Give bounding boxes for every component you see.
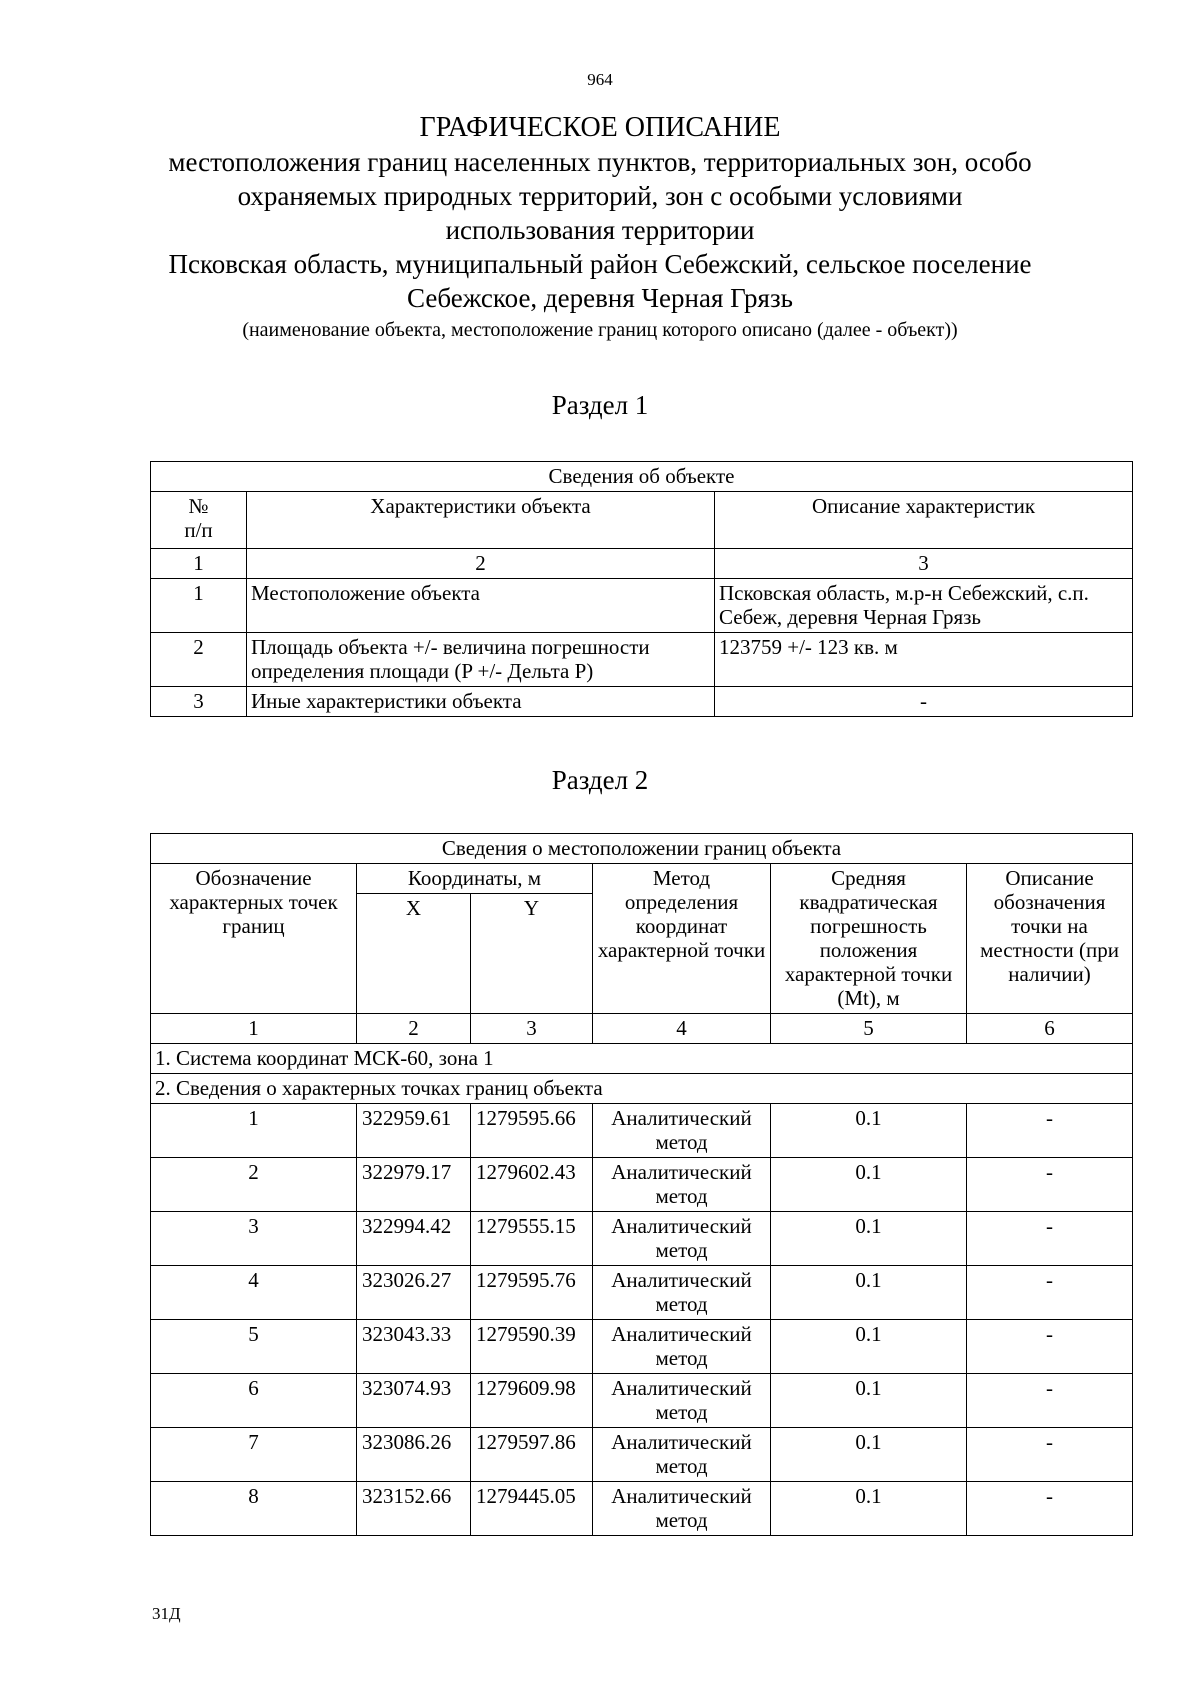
table-row bbox=[151, 1374, 1133, 1428]
column-number: 2 bbox=[357, 1014, 471, 1044]
point-number-cell: 5 bbox=[151, 1320, 357, 1374]
column-header-designation: Обозначение характерных точек границ bbox=[151, 864, 357, 1014]
coordinate-system-row: 1. Система координат МСК-60, зона 1 bbox=[151, 1044, 1133, 1074]
column-number: 5 bbox=[771, 1014, 967, 1044]
object-location-line: Себежское, деревня Черная Грязь bbox=[407, 283, 793, 313]
x-coordinate-cell: 323043.33 bbox=[357, 1320, 471, 1374]
boundary-points-table bbox=[150, 833, 1133, 1536]
column-number: 3 bbox=[471, 1014, 593, 1044]
points-body bbox=[151, 1104, 1133, 1536]
table-row bbox=[151, 1428, 1133, 1482]
description-cell: - bbox=[715, 687, 1133, 717]
object-location-line: Псковская область, муниципальный район Себежский, сельское поселение bbox=[168, 249, 1032, 279]
point-description-cell: - bbox=[967, 1212, 1133, 1266]
column-header-method: Метод определения координат характерной точки bbox=[593, 864, 771, 1014]
column-header-number: № п/п bbox=[151, 492, 247, 549]
subject-line: использования территории bbox=[445, 215, 755, 245]
table-row bbox=[151, 1482, 1133, 1536]
x-coordinate-cell: 323026.27 bbox=[357, 1266, 471, 1320]
column-header-x: X bbox=[357, 894, 471, 1014]
table-row bbox=[151, 1104, 1133, 1158]
point-description-cell: - bbox=[967, 1320, 1133, 1374]
column-number: 6 bbox=[967, 1014, 1133, 1044]
point-number-cell: 1 bbox=[151, 1104, 357, 1158]
method-cell: Аналитический метод bbox=[593, 1212, 771, 1266]
y-coordinate-cell: 1279590.39 bbox=[471, 1320, 593, 1374]
error-cell: 0.1 bbox=[771, 1320, 967, 1374]
method-cell: Аналитический метод bbox=[593, 1482, 771, 1536]
error-cell: 0.1 bbox=[771, 1266, 967, 1320]
method-cell: Аналитический метод bbox=[593, 1104, 771, 1158]
point-description-cell: - bbox=[967, 1428, 1133, 1482]
y-coordinate-cell: 1279609.98 bbox=[471, 1374, 593, 1428]
error-cell: 0.1 bbox=[771, 1482, 967, 1536]
x-coordinate-cell: 322994.42 bbox=[357, 1212, 471, 1266]
x-coordinate-cell: 322959.61 bbox=[357, 1104, 471, 1158]
method-cell: Аналитический метод bbox=[593, 1266, 771, 1320]
y-coordinate-cell: 1279595.76 bbox=[471, 1266, 593, 1320]
method-cell: Аналитический метод bbox=[593, 1428, 771, 1482]
x-coordinate-cell: 323074.93 bbox=[357, 1374, 471, 1428]
column-number: 3 bbox=[715, 549, 1133, 579]
section-2-title: Раздел 2 bbox=[551, 765, 649, 795]
point-number-cell: 7 bbox=[151, 1428, 357, 1482]
row-number: 3 bbox=[151, 687, 247, 717]
y-coordinate-cell: 1279595.66 bbox=[471, 1104, 593, 1158]
section-1-title: Раздел 1 bbox=[551, 390, 649, 420]
characteristic-cell: Иные характеристики объекта bbox=[247, 687, 715, 717]
error-cell: 0.1 bbox=[771, 1212, 967, 1266]
point-description-cell: - bbox=[967, 1158, 1133, 1212]
column-header-point-description: Описание обозначения точки на местности (при наличии) bbox=[967, 864, 1133, 1014]
table-row bbox=[151, 633, 1133, 687]
footer-code: 31Д bbox=[152, 1604, 181, 1623]
point-number-cell: 3 bbox=[151, 1212, 357, 1266]
column-number: 1 bbox=[151, 1014, 357, 1044]
column-header-y: Y bbox=[471, 894, 593, 1014]
column-header-coordinates: Координаты, м bbox=[357, 864, 593, 894]
description-cell: Псковская область, м.р-н Себежский, с.п. Себеж, деревня Черная Грязь bbox=[715, 579, 1133, 633]
table-title: Сведения о местоположении границ объекта bbox=[151, 834, 1133, 864]
column-number: 1 bbox=[151, 549, 247, 579]
object-info-table bbox=[150, 461, 1133, 717]
column-number: 4 bbox=[593, 1014, 771, 1044]
characteristic-cell: Площадь объекта +/- величина погрешности определения площади (P +/- Дельта P) bbox=[247, 633, 715, 687]
error-cell: 0.1 bbox=[771, 1428, 967, 1482]
y-coordinate-cell: 1279597.86 bbox=[471, 1428, 593, 1482]
column-header-error: Средняя квадратическая погрешность положения характерной точки (Mt), м bbox=[771, 864, 967, 1014]
column-header-description: Описание характеристик bbox=[715, 492, 1133, 549]
y-coordinate-cell: 1279602.43 bbox=[471, 1158, 593, 1212]
point-description-cell: - bbox=[967, 1266, 1133, 1320]
error-cell: 0.1 bbox=[771, 1158, 967, 1212]
table-row bbox=[151, 687, 1133, 717]
point-number-cell: 6 bbox=[151, 1374, 357, 1428]
subject-line: местоположения границ населенных пунктов, территориальных зон, особо bbox=[168, 147, 1032, 177]
table-row bbox=[151, 579, 1133, 633]
point-number-cell: 8 bbox=[151, 1482, 357, 1536]
characteristic-cell: Местоположение объекта bbox=[247, 579, 715, 633]
point-description-cell: - bbox=[967, 1482, 1133, 1536]
table-row bbox=[151, 1212, 1133, 1266]
point-description-cell: - bbox=[967, 1104, 1133, 1158]
table-row bbox=[151, 1320, 1133, 1374]
document-title: ГРАФИЧЕСКОЕ ОПИСАНИЕ bbox=[419, 112, 781, 143]
table-row bbox=[151, 1158, 1133, 1212]
column-header-characteristic: Характеристики объекта bbox=[247, 492, 715, 549]
table-row bbox=[151, 1266, 1133, 1320]
table-title: Сведения об объекте bbox=[151, 462, 1133, 492]
description-cell: 123759 +/- 123 кв. м bbox=[715, 633, 1133, 687]
header-caption: (наименование объекта, местоположение границ которого описано (далее - объект)) bbox=[242, 319, 958, 341]
row-number: 2 bbox=[151, 633, 247, 687]
point-number-cell: 2 bbox=[151, 1158, 357, 1212]
page-number: 964 bbox=[587, 70, 613, 89]
error-cell: 0.1 bbox=[771, 1104, 967, 1158]
x-coordinate-cell: 323152.66 bbox=[357, 1482, 471, 1536]
method-cell: Аналитический метод bbox=[593, 1320, 771, 1374]
point-number-cell: 4 bbox=[151, 1266, 357, 1320]
x-coordinate-cell: 323086.26 bbox=[357, 1428, 471, 1482]
method-cell: Аналитический метод bbox=[593, 1374, 771, 1428]
y-coordinate-cell: 1279555.15 bbox=[471, 1212, 593, 1266]
y-coordinate-cell: 1279445.05 bbox=[471, 1482, 593, 1536]
error-cell: 0.1 bbox=[771, 1374, 967, 1428]
point-description-cell: - bbox=[967, 1374, 1133, 1428]
subject-line: охраняемых природных территорий, зон с особыми условиями bbox=[237, 181, 963, 211]
row-number: 1 bbox=[151, 579, 247, 633]
column-number: 2 bbox=[247, 549, 715, 579]
method-cell: Аналитический метод bbox=[593, 1158, 771, 1212]
document-header bbox=[0, 111, 1200, 343]
x-coordinate-cell: 322979.17 bbox=[357, 1158, 471, 1212]
points-section-row: 2. Сведения о характерных точках границ объекта bbox=[151, 1074, 1133, 1104]
